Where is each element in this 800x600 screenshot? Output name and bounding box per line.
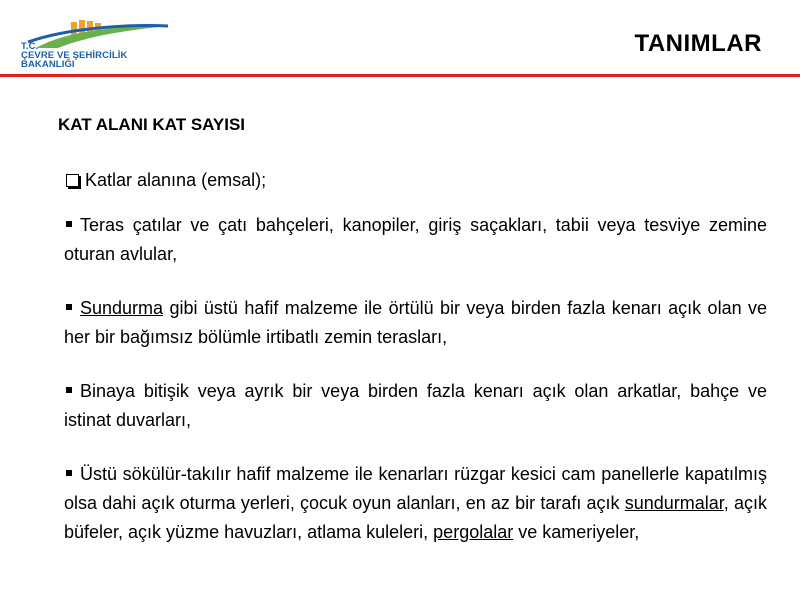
list-item (64, 211, 767, 269)
ministry-logo (18, 18, 178, 80)
item1-text: Teras çatılar ve çatı bahçeleri, kanopiler, giriş saçakları, tabii veya tesviye zemine oturan avlular, (64, 215, 767, 264)
page-title: TANIMLAR (634, 30, 762, 57)
item4-text-1: Üstü sökülür-takılır hafif malzeme ile kenarları rüzgar kesici cam panellerle kapatılmış olsa dahi açık oturma yerleri, çocuk oyun alanları, en az bir tarafı açık (64, 464, 767, 513)
definitions-body (64, 166, 767, 572)
sundurmalar-link[interactable]: sundurmalar (624, 493, 724, 513)
list-item (64, 294, 767, 352)
square-bullet-icon (66, 387, 72, 393)
item3-text: Binaya bitişik veya ayrık bir veya birden fazla kenarı açık olan arkatlar, bahçe ve istinat duvarları, (64, 381, 767, 430)
logo-line-1: T.C. (21, 41, 39, 52)
checkbox-bullet-icon (66, 174, 79, 187)
intro-text: Katlar alanına (emsal); (85, 170, 267, 190)
logo-line-3: BAKANLIĞI (21, 59, 75, 70)
square-bullet-icon (66, 304, 72, 310)
item4-text-2: , açık büfeler, açık yüzme havuzları, atlama kuleleri, (64, 493, 768, 542)
header-divider (0, 74, 800, 77)
sundurma-link[interactable]: Sundurma (80, 298, 164, 318)
logo-line-2: ÇEVRE VE ŞEHİRCİLİK (21, 50, 128, 61)
list-item (64, 460, 767, 547)
intro-item (64, 166, 767, 195)
item4-text-3: ve kameriyeler, (513, 522, 640, 542)
item2-text: gibi üstü hafif malzeme ile örtülü bir veya birden fazla kenarı açık olan ve her bir bağımsız bölümle irtibatlı zemin terasları, (64, 298, 767, 347)
square-bullet-icon (66, 221, 72, 227)
section-subtitle: KAT ALANI KAT SAYISI (58, 115, 246, 134)
list-item (64, 377, 767, 435)
square-bullet-icon (66, 470, 72, 476)
pergolalar-link[interactable]: pergolalar (433, 522, 514, 542)
